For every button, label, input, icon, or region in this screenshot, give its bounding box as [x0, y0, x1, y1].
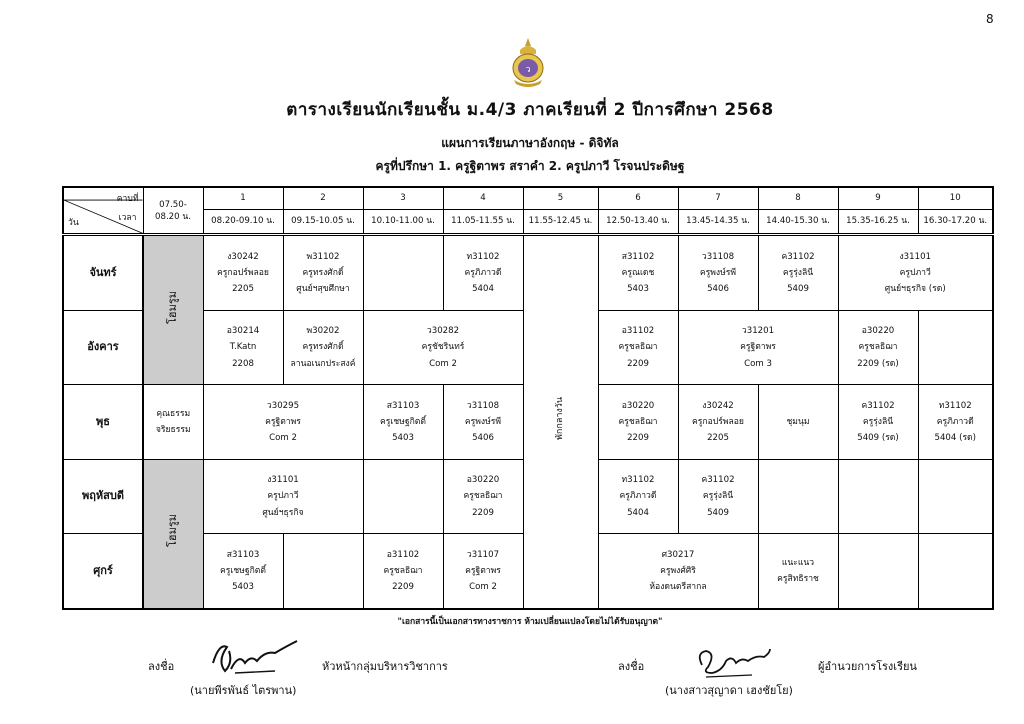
lunch-label: พักกลางวัน	[554, 397, 565, 441]
class-cell: ง30242 ครูกอปร์พลอย 2205	[678, 385, 758, 460]
signer-name-right: (นางสาวสุญาดา เฮงชัยโย)	[665, 684, 793, 697]
class-cell: ท31102 ครูภิภาวดี 5404 (รด)	[918, 385, 993, 460]
class-cell: พ31102 ครูทรงศักดิ์ ศูนย์ฯสุขศึกษา	[283, 235, 363, 311]
period-time: 10.10-11.00 น.	[363, 210, 443, 235]
class-cell: อ30220 ครูชลธิฌา 2209	[443, 459, 523, 534]
day-monday: จันทร์	[63, 235, 143, 311]
day-thursday: พฤหัสบดี	[63, 459, 143, 534]
class-cell: ศ30217 ครูพงศ์ศิริ ห้องดนตรีสากล	[598, 534, 758, 609]
class-cell: อ30214 T.Katn 2208	[203, 310, 283, 385]
empty-cell	[918, 310, 993, 385]
period-number: 1	[203, 187, 283, 210]
sign-label-left: ลงชื่อ	[148, 660, 175, 673]
period-time: 13.45-14.35 น.	[678, 210, 758, 235]
class-cell: ส31102 ครูณเดช 5403	[598, 235, 678, 311]
empty-cell	[758, 459, 838, 534]
class-cell: ส31103 ครูเชษฐกิตติ์ 5403	[203, 534, 283, 609]
guidance-cell: แนะแนว ครูสิทธิราช	[758, 534, 838, 609]
period-time: 11.05-11.55 น.	[443, 210, 523, 235]
period-number: 7	[678, 187, 758, 210]
empty-cell	[283, 534, 363, 609]
homeroom-label: โฮมรูม	[165, 290, 179, 324]
period-number: 3	[363, 187, 443, 210]
class-cell: ง30242 ครูกอปร์พลอย 2205	[203, 235, 283, 311]
signer-position-left: หัวหน้ากลุ่มบริหารวิชาการ	[322, 660, 448, 673]
period-time: 09.15-10.05 น.	[283, 210, 363, 235]
class-cell: ท31102 ครูภิภาวดี 5404	[443, 235, 523, 311]
class-cell: ส31103 ครูเชษฐกิตติ์ 5403	[363, 385, 443, 460]
day-tuesday: อังคาร	[63, 310, 143, 385]
class-cell: ว31107 ครูฐิตาพร Com 2	[443, 534, 523, 609]
class-cell: ว31201 ครูฐิตาพร Com 3	[678, 310, 838, 385]
day-friday: ศุกร์	[63, 534, 143, 609]
class-cell: ว31108 ครูพงษ์รพี 5406	[443, 385, 523, 460]
empty-cell	[838, 459, 918, 534]
period-time: 16.30-17.20 น.	[918, 210, 993, 235]
class-cell: อ31102 ครูชลธิฌา 2209	[598, 310, 678, 385]
corner-period-label: คาบที่	[116, 194, 139, 204]
period-number: 9	[838, 187, 918, 210]
period-time: 08.20-09.10 น.	[203, 210, 283, 235]
homeroom-time: 07.50-08.20 น.	[143, 187, 203, 235]
page-title: ตารางเรียนนักเรียนชั้น ม.4/3 ภาคเรียนที่ 2 ปีการศึกษา 2568	[286, 100, 774, 120]
class-cell: อ30220 ครูชลธิฌา 2209	[598, 385, 678, 460]
period-time: 14.40-15.30 น.	[758, 210, 838, 235]
signature-right-icon	[692, 643, 772, 681]
empty-cell	[918, 459, 993, 534]
homeroom-label: โฮมรูม	[165, 514, 179, 548]
period-time: 15.35-16.25 น.	[838, 210, 918, 235]
period-time: 11.55-12.45 น.	[523, 210, 598, 235]
empty-cell	[363, 235, 443, 311]
class-cell: อ30220 ครูชลธิฌา 2209 (รด)	[838, 310, 918, 385]
svg-text:ว: ว	[525, 65, 531, 75]
homeroom-cell	[143, 235, 203, 385]
program-subtitle: แผนการเรียนภาษาอังกฤษ - ดิจิทัล	[441, 136, 619, 150]
empty-cell	[838, 534, 918, 609]
signer-position-right: ผู้อำนวยการโรงเรียน	[818, 660, 917, 673]
timetable	[62, 186, 994, 610]
signature-left-icon	[205, 633, 300, 678]
class-cell: ท31102 ครูภิภาวดี 5404	[598, 459, 678, 534]
class-cell: ค31102 ครูรุ่งลินี 5409	[758, 235, 838, 311]
advisor-line: ครูที่ปรึกษา 1. ครูฐิตาพร สราคำ 2. ครูปภาวี โรจนประดิษฐ	[375, 159, 685, 173]
class-cell: ค31102 ครูรุ่งลินี 5409 (รด)	[838, 385, 918, 460]
period-number: 10	[918, 187, 993, 210]
class-cell: ค31102 ครูรุ่งลินี 5409	[678, 459, 758, 534]
class-cell: ว30282 ครูชัชรินทร์ Com 2	[363, 310, 523, 385]
class-cell: พ30202 ครูทรงศักดิ์ ลานอเนกประสงค์	[283, 310, 363, 385]
corner-cell	[63, 187, 143, 235]
empty-cell	[918, 534, 993, 609]
club-cell: ชุมนุม	[758, 385, 838, 460]
school-emblem-icon	[508, 36, 548, 90]
ethics-cell: คุณธรรม จริยธรรม	[143, 385, 203, 460]
period-number: 5	[523, 187, 598, 210]
empty-cell	[363, 459, 443, 534]
official-document-note: "เอกสารนี้เป็นเอกสารทางราชการ ห้ามเปลี่ยนแปลงโดยไม่ได้รับอนุญาต"	[397, 617, 663, 627]
sign-label-right: ลงชื่อ	[618, 660, 645, 673]
class-cell: ง31101 ครูปภาวี ศูนย์ฯธุรกิจ	[203, 459, 363, 534]
signer-name-left: (นายพีรพันธ์ ไตรพาน)	[190, 684, 297, 697]
period-number: 8	[758, 187, 838, 210]
period-number: 2	[283, 187, 363, 210]
period-number: 6	[598, 187, 678, 210]
class-cell: ว31108 ครูพงษ์รพี 5406	[678, 235, 758, 311]
corner-day-label: วัน	[68, 217, 79, 228]
period-time: 12.50-13.40 น.	[598, 210, 678, 235]
homeroom-cell	[143, 459, 203, 609]
lunch-cell	[523, 235, 598, 609]
class-cell: ง31101 ครูปภาวี ศูนย์ฯธุรกิจ (รด)	[838, 235, 993, 311]
page-number: 8	[986, 12, 994, 26]
day-wednesday: พุธ	[63, 385, 143, 460]
class-cell: ว30295 ครูฐิตาพร Com 2	[203, 385, 363, 460]
class-cell: อ31102 ครูชลธิฌา 2209	[363, 534, 443, 609]
period-number: 4	[443, 187, 523, 210]
corner-time-label: เวลา	[118, 213, 137, 223]
